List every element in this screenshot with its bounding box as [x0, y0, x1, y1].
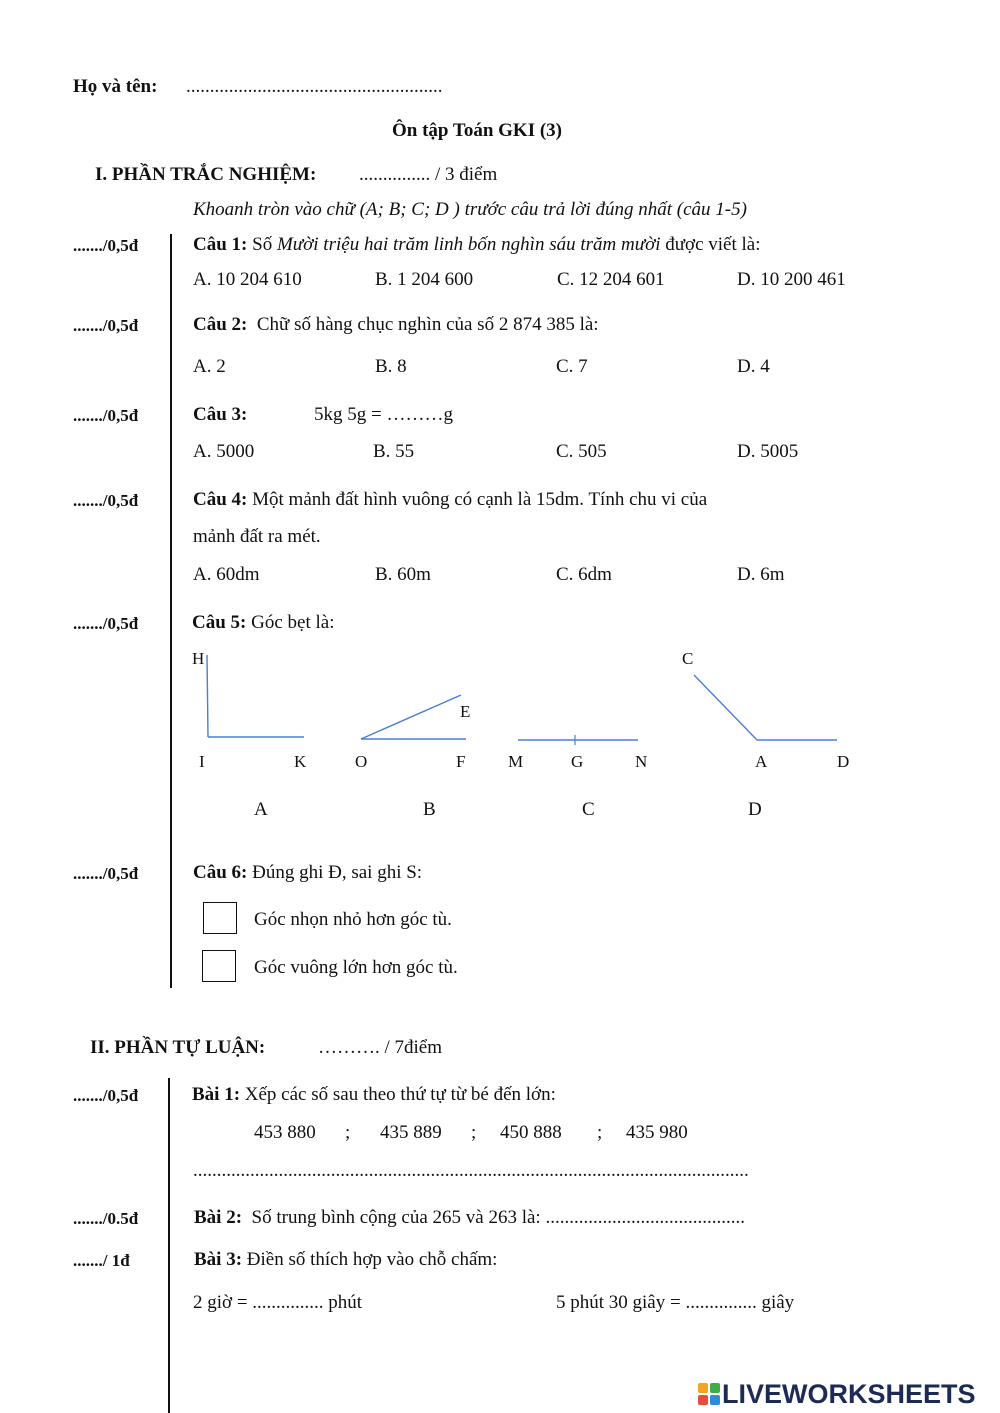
q5-score: ......./0,5đ	[73, 614, 139, 633]
q6-text: Đúng ghi Đ, sai ghi S:	[252, 862, 423, 883]
q3-option-b[interactable]: B. 55	[373, 441, 415, 462]
q4-score: ......./0,5đ	[73, 491, 139, 510]
b3-label: Bài 3:	[194, 1249, 243, 1270]
b1-number-4: 435 980	[626, 1122, 688, 1143]
figure-choice-a[interactable]: A	[254, 799, 268, 820]
b3-item-1[interactable]: 2 giờ = ............... phút	[193, 1292, 363, 1313]
b1-number-3: 450 888	[500, 1122, 562, 1143]
q1-text-italic: Mười triệu hai trăm linh bốn nghìn sáu trăm mười	[276, 234, 661, 255]
logo-square-1	[698, 1383, 708, 1393]
b3-item-2[interactable]: 5 phút 30 giây = ............... giây	[556, 1292, 795, 1313]
b3-text: Điền số thích hợp vào chỗ chấm:	[246, 1249, 498, 1270]
q3-text: 5kg 5g = ………g	[314, 404, 453, 425]
part1-heading: I. PHẦN TRẮC NGHIỆM:	[95, 164, 317, 185]
q6-answer-box-2[interactable]	[202, 950, 236, 982]
q3-option-c[interactable]: C. 505	[556, 441, 607, 462]
b1-number-2: 435 889	[380, 1122, 442, 1143]
q1-option-a[interactable]: A. 10 204 610	[193, 269, 302, 290]
q5-question	[192, 612, 334, 634]
b3-score: ......./ 1đ	[73, 1251, 130, 1270]
q2-option-d[interactable]: D. 4	[737, 356, 770, 377]
part1-divider-line	[170, 234, 172, 988]
point-d-label: D	[837, 752, 850, 771]
name-input-dots[interactable]: ......................................................	[186, 76, 443, 97]
liveworksheets-logo[interactable]	[698, 1377, 998, 1411]
q1-question	[193, 234, 761, 256]
q1-option-c[interactable]: C. 12 204 601	[557, 269, 665, 290]
point-a-label: A	[755, 752, 768, 771]
q1-option-b[interactable]: B. 1 204 600	[375, 269, 474, 290]
point-g-label: G	[571, 752, 584, 771]
q2-option-a[interactable]: A. 2	[193, 356, 226, 377]
q6-score: ......./0,5đ	[73, 864, 139, 883]
q5-text: Góc bẹt là:	[251, 612, 335, 633]
logo-square-3	[698, 1395, 708, 1405]
b2-question	[194, 1207, 745, 1229]
b1-number-1: 453 880	[254, 1122, 316, 1143]
b1-answer-dots[interactable]: .....................................................................................................................	[193, 1160, 749, 1181]
q4-text-line1: Một mảnh đất hình vuông có cạnh là 15dm. Tính chu vi của	[252, 489, 708, 510]
q6-statement-2: Góc vuông lớn hơn góc tù.	[254, 957, 458, 978]
point-i-label: I	[199, 752, 205, 771]
angle-a-ray-ih	[207, 655, 208, 737]
q4-option-a[interactable]: A. 60dm	[193, 564, 260, 585]
q3-label: Câu 3:	[193, 404, 248, 425]
q4-option-c[interactable]: C. 6dm	[556, 564, 612, 585]
q4-text-line2: mảnh đất ra mét.	[193, 526, 321, 547]
b2-text[interactable]: Số trung bình cộng của 265 và 263 là: ..........................................	[251, 1207, 745, 1228]
q5-label: Câu 5:	[192, 612, 247, 633]
q2-score: ......./0,5đ	[73, 316, 139, 335]
q6-statement-1: Góc nhọn nhỏ hơn góc tù.	[254, 909, 452, 930]
q1-text-pre: Số	[252, 234, 273, 255]
page-title: Ôn tập Toán GKI (3)	[392, 120, 562, 141]
q6-answer-box-1[interactable]	[203, 902, 237, 934]
q1-label: Câu 1:	[193, 234, 248, 255]
q2-option-b[interactable]: B. 8	[375, 356, 407, 377]
q3-score: ......./0,5đ	[73, 406, 139, 425]
point-k-label: K	[294, 752, 307, 771]
q3-option-a[interactable]: A. 5000	[193, 441, 255, 462]
q4-option-d[interactable]: D. 6m	[737, 564, 785, 585]
b1-separator-1: ;	[345, 1122, 351, 1143]
angles-figure	[180, 640, 880, 830]
q3-option-d[interactable]: D. 5005	[737, 441, 799, 462]
q1-score: ......./0,5đ	[73, 236, 139, 255]
b1-score: ......./0,5đ	[73, 1086, 139, 1105]
point-h-label: H	[192, 649, 205, 668]
q2-label: Câu 2:	[193, 314, 248, 335]
liveworksheets-logo-text: LIVEWORKSHEETS	[722, 1378, 976, 1409]
part1-instruction: Khoanh tròn vào chữ (A; B; C; D ) trước câu trả lời đúng nhất (câu 1-5)	[193, 199, 747, 220]
figure-choice-c[interactable]: C	[582, 799, 595, 820]
q2-question	[193, 314, 599, 336]
part2-score: ………. / 7điểm	[318, 1037, 443, 1058]
q4-label: Câu 4:	[193, 489, 248, 510]
q4-question	[193, 489, 707, 511]
point-m-label: M	[508, 752, 524, 771]
name-label: Họ và tên:	[73, 76, 158, 97]
q6-question	[193, 862, 422, 884]
figure-choice-d[interactable]: D	[748, 799, 762, 820]
logo-square-4	[710, 1395, 720, 1405]
q1-option-d[interactable]: D. 10 200 461	[737, 269, 846, 290]
part2-divider-line	[168, 1078, 170, 1413]
angle-b-ray-oe	[361, 695, 461, 739]
b1-separator-3: ;	[597, 1122, 603, 1143]
point-c-label: C	[682, 649, 694, 668]
b1-text: Xếp các số sau theo thứ tự từ bé đến lớn:	[244, 1084, 556, 1105]
angle-d-ray-ac	[694, 675, 757, 740]
figure-choice-b[interactable]: B	[423, 799, 436, 820]
q1-text-post: được viết là:	[665, 234, 761, 255]
logo-square-2	[710, 1383, 720, 1393]
b2-score: ......./0.5đ	[73, 1209, 139, 1228]
b3-question	[194, 1249, 497, 1271]
b2-label: Bài 2:	[194, 1207, 243, 1228]
point-e-label: E	[460, 702, 471, 721]
b1-label: Bài 1:	[192, 1084, 241, 1105]
b1-question	[192, 1084, 556, 1106]
point-f-label: F	[456, 752, 466, 771]
point-n-label: N	[635, 752, 648, 771]
q6-label: Câu 6:	[193, 862, 248, 883]
point-o-label: O	[355, 752, 368, 771]
part2-heading: II. PHẦN TỰ LUẬN:	[90, 1037, 266, 1058]
q2-option-c[interactable]: C. 7	[556, 356, 588, 377]
q4-option-b[interactable]: B. 60m	[375, 564, 431, 585]
q2-text: Chữ số hàng chục nghìn của số 2 874 385 là:	[256, 314, 599, 335]
part1-score: ............... / 3 điểm	[359, 164, 498, 185]
b1-separator-2: ;	[471, 1122, 477, 1143]
liveworksheets-logo-icon	[698, 1383, 720, 1405]
